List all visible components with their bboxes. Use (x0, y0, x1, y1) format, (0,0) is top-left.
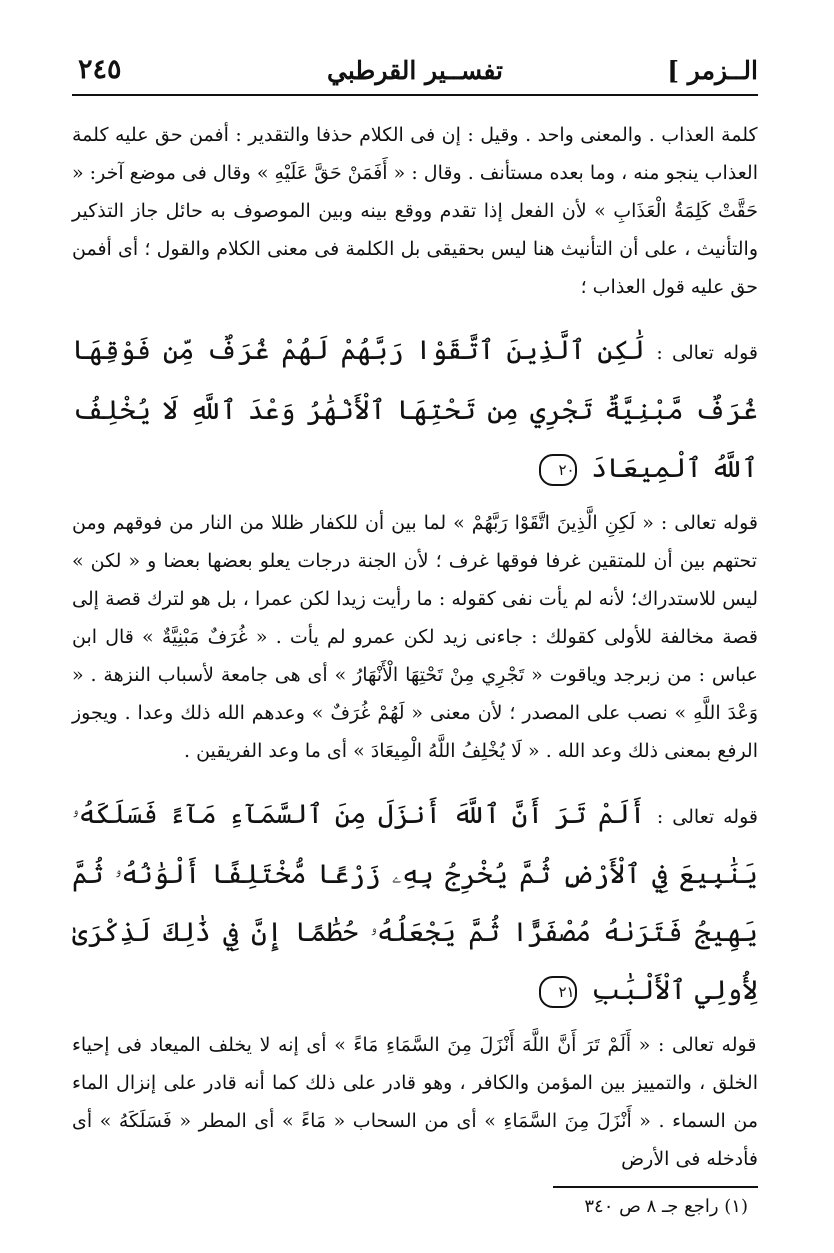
text-line: « حَقَّتْ كَلِمَةُ الْعَذَابِ » لأن الفعل إذا تقدم ووقع بينه وبين الموصوف به حائل جاز (72, 162, 758, 222)
text-line: مخالفة للأولى كقولك : جاءنى زيد لكن عمرو لم يأت . « غُرَفٌ مَبْنِيَّةٌ » قال ابن عباس : (72, 626, 758, 686)
text-line: « أَنْزَلَ مِنَ السَّمَاءِ » أى من السحاب « مَاءً » أى المطر « فَسَلَكَهُ » أى فأدخله فى الأرض (72, 1110, 758, 1170)
verse-lead: قوله تعالى : (656, 806, 758, 828)
verse-text: لَٰكِنِ ٱلَّذِينَ ٱتَّقَوْا رَبَّهُمْ لَهُمْ غُرَفٌ مِّن فَوْقِهَا غُرَفٌ مَّبْنِيَّةٌ تَجْرِي مِن تَحْتِهَا ٱلْأَنْهَٰرُ وَعْدَ ٱللَّهِ لَا يُخْلِفُ ٱللَّهُ ٱلْمِيعَادَ (72, 335, 758, 484)
text-line: كلمة العذاب . والمعنى واحد . وقيل : إن فى الكلام حذفا والتقدير : أفمن حق عليه كلمة (72, 124, 758, 146)
page-number: ٢٤٥ (78, 54, 122, 85)
surah-name: الــزمر ] (667, 56, 758, 85)
footnote-divider (553, 1186, 758, 1188)
text-line: العذاب ينجو منه ، وما بعده مستأنف . وقال : « أَفَمَنْ حَقَّ عَلَيْهِ » وقال فى موضع آخر: (83, 162, 758, 184)
text-line: الخلق ، والتمييز بين المؤمن والكافر ، وهو قادر على ذلك كما أنه قادر على إنزال الماء من السماء . (72, 1072, 758, 1132)
text-line: قوله تعالى : « لَكِنِ الَّذِينَ اتَّقَوْا رَبَّهُمْ » لما بين أن للكفار ظللا من النار من فوقهم (105, 512, 758, 534)
text-line: من زبرجد وياقوت « تَجْرِي مِنْ تَحْتِهَا الْأَنْهَارُ » أى هى جامعة لأسباب النزهة . « وَعْدَ اللَّهِ » (72, 664, 758, 724)
quran-verse-30 (72, 322, 758, 498)
quran-verse-21 (72, 786, 758, 1020)
commentary-verse-30 (72, 504, 758, 770)
page-body (72, 116, 758, 1217)
text-line: نصب على المصدر ؛ لأن معنى « لَهُمْ غُرَفٌ » وعدهم الله ذلك وعدا . ويجوز الرفع بمعنى (72, 702, 758, 762)
paragraph-continuation (72, 116, 758, 306)
text-line: ذلك وعد الله . « لَا يُخْلِفُ اللَّهُ الْمِيعَادَ » أى ما وعد الفريقين . (184, 740, 659, 762)
text-line: ليس للاستدراك؛ لأنه لم يأت نفى كقوله : ما رأيت زيدا لكن عمرا ، بل هو لترك قصة إلى قصة (72, 588, 758, 648)
verse-lead: قوله تعالى : (656, 342, 758, 364)
commentary-verse-21 (72, 1026, 758, 1178)
text-line: ومن تحتهم بين أن للمتقين غرفا فوقها غرف ؛ لأن الجنة درجات يعلو بعضها بعضا و « لكن » (72, 512, 757, 572)
book-title: تفســير القرطبي (327, 56, 503, 85)
verse-text: أَلَمْ تَرَ أَنَّ ٱللَّهَ أَنزَلَ مِنَ ٱلسَّمَآءِ مَآءً فَسَلَكَهُۥ يَنَٰبِيعَ فِي ٱلْأَرْضِ ثُمَّ يُخْرِجُ بِهِۦ زَرْعًا مُّخْتَلِفًا أَلْوَٰنُهُۥ ثُمَّ يَهِيجُ فَتَرَىٰهُ مُصْفَرًّا ثُمَّ يَجْعَلُهُۥ حُطَٰمًا إِنَّ فِي ذَٰلِكَ لَذِكْرَىٰ لِأُولِي ٱلْأَلْبَٰبِ (72, 799, 758, 1006)
verse-number-marker: ٢٠ (539, 454, 577, 486)
verse-number-marker: ٢١ (539, 976, 577, 1008)
footnote: (١) راجع جـ ٨ ص ٣٤٠ (584, 1196, 748, 1217)
text-line: التذكير والتأنيث ، على أن التأنيث هنا ليس بحقيقى بل الكلمة فى معنى الكلام والقول ؛ أى (72, 200, 758, 260)
running-header (72, 52, 758, 96)
text-line: قوله تعالى : « أَلَمْ تَرَ أَنَّ اللَّهَ أَنْزَلَ مِنَ السَّمَاءِ مَاءً » أى إنه لا يخلف الميعاد فى إحياء (72, 1034, 757, 1056)
text-line: أفمن حق عليه قول العذاب ؛ (72, 238, 758, 298)
